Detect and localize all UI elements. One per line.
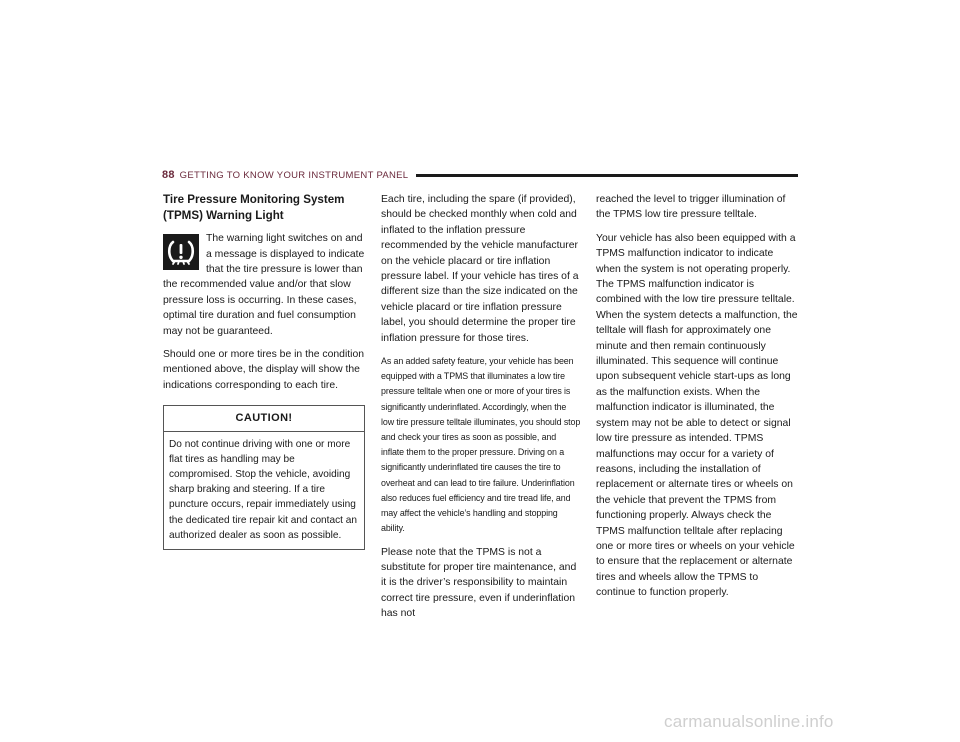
column-1 (163, 192, 365, 550)
column-2 (381, 192, 581, 630)
header-rule (416, 174, 798, 177)
caution-title: CAUTION! (164, 406, 364, 431)
tpms-warning-block (163, 231, 365, 347)
page-number: 88 (162, 169, 175, 181)
section-heading: Tire Pressure Monitoring System (TPMS) Warning Light (163, 193, 345, 222)
tire-pressure-warning-icon (163, 234, 199, 270)
safety-feature-paragraph: As an added safety feature, your vehicle has been equipped with a TPMS that illuminates a low tire pressure telltale when one or more of your tires is significantly underinflated. Accordingly, when the low tire pressure telltale illuminates, you should stop and check your tires as soon as possible, and inflate them to the proper pressure. Driving on a significantly underinflated tire causes the tire to overheat and can lead to tire failure. Underinflation also reduces fuel efficiency and tire tread life, and may affect the vehicle’s handling and stopping ability. (381, 356, 581, 534)
continuation-paragraph: reached the level to trigger illumination of the TPMS low tire pressure telltale. (596, 194, 786, 221)
malfunction-indicator-paragraph: Your vehicle has also been equipped with a TPMS malfunction indicator to indicate when the system is not operating properly. The TPMS malfunction indicator is combined with the low tire pressure telltale. When the system detects a malfunction, the telltale will flash for approximately one minute and then remain continuously illuminated. This sequence will continue upon subsequent vehicle start-ups as long as the malfunction exists. When the malfunction indicator is illuminated, the system may not be able to detect or signal low tire pressure as intended. TPMS malfunctions may occur for a variety of reasons, including the installation of replacement or alternate tires or wheels on the vehicle that prevent the TPMS from functioning properly. Always check the TPMS malfunction telltale after replacing one or more tires or wheels on your vehicle to ensure that the replacement or alternate tires and wheels allow the TPMS to continue to function properly. (596, 232, 798, 599)
tpms-substitute-paragraph: Please note that the TPMS is not a substitute for proper tire maintenance, and it is the driver’s responsibility to maintain correct tire pressure, even if underinflation has not (381, 546, 577, 620)
section-title: GETTING TO KNOW YOUR INSTRUMENT PANEL (179, 169, 409, 181)
column-3 (596, 192, 800, 609)
page-header (162, 166, 798, 184)
warning-light-description: The warning light switches on and a message is displayed to indicate that the tire pressure is lower than the recommended value and/or that slow pressure loss is occurring. In these cases, optimal tire duration and fuel consumption may not be guaranteed. (163, 233, 365, 337)
caution-body: Do not continue driving with one or more flat tires as handling may be compromised. Stop the vehicle, avoiding sharp braking and steering. If a tire puncture occurs, repair immediately using the dedicated tire repair kit and contact an authorized dealer as soon as possible. (169, 438, 357, 541)
tire-check-paragraph: Each tire, including the spare (if provided), should be checked monthly when cold and inflated to the inflation pressure recommended by the vehicle manufacturer on the vehicle placard or tire inflation pressure label. If your vehicle has tires of a different size than the size indicated on the vehicle placard or tire inflation pressure label, you should determine the proper tire inflation pressure for those tires. (381, 194, 579, 344)
tire-condition-paragraph: Should one or more tires be in the condition mentioned above, the display will show the indications corresponding to each tire. (163, 349, 365, 391)
watermark: carmanualsonline.info (664, 712, 834, 731)
caution-box (163, 405, 365, 550)
